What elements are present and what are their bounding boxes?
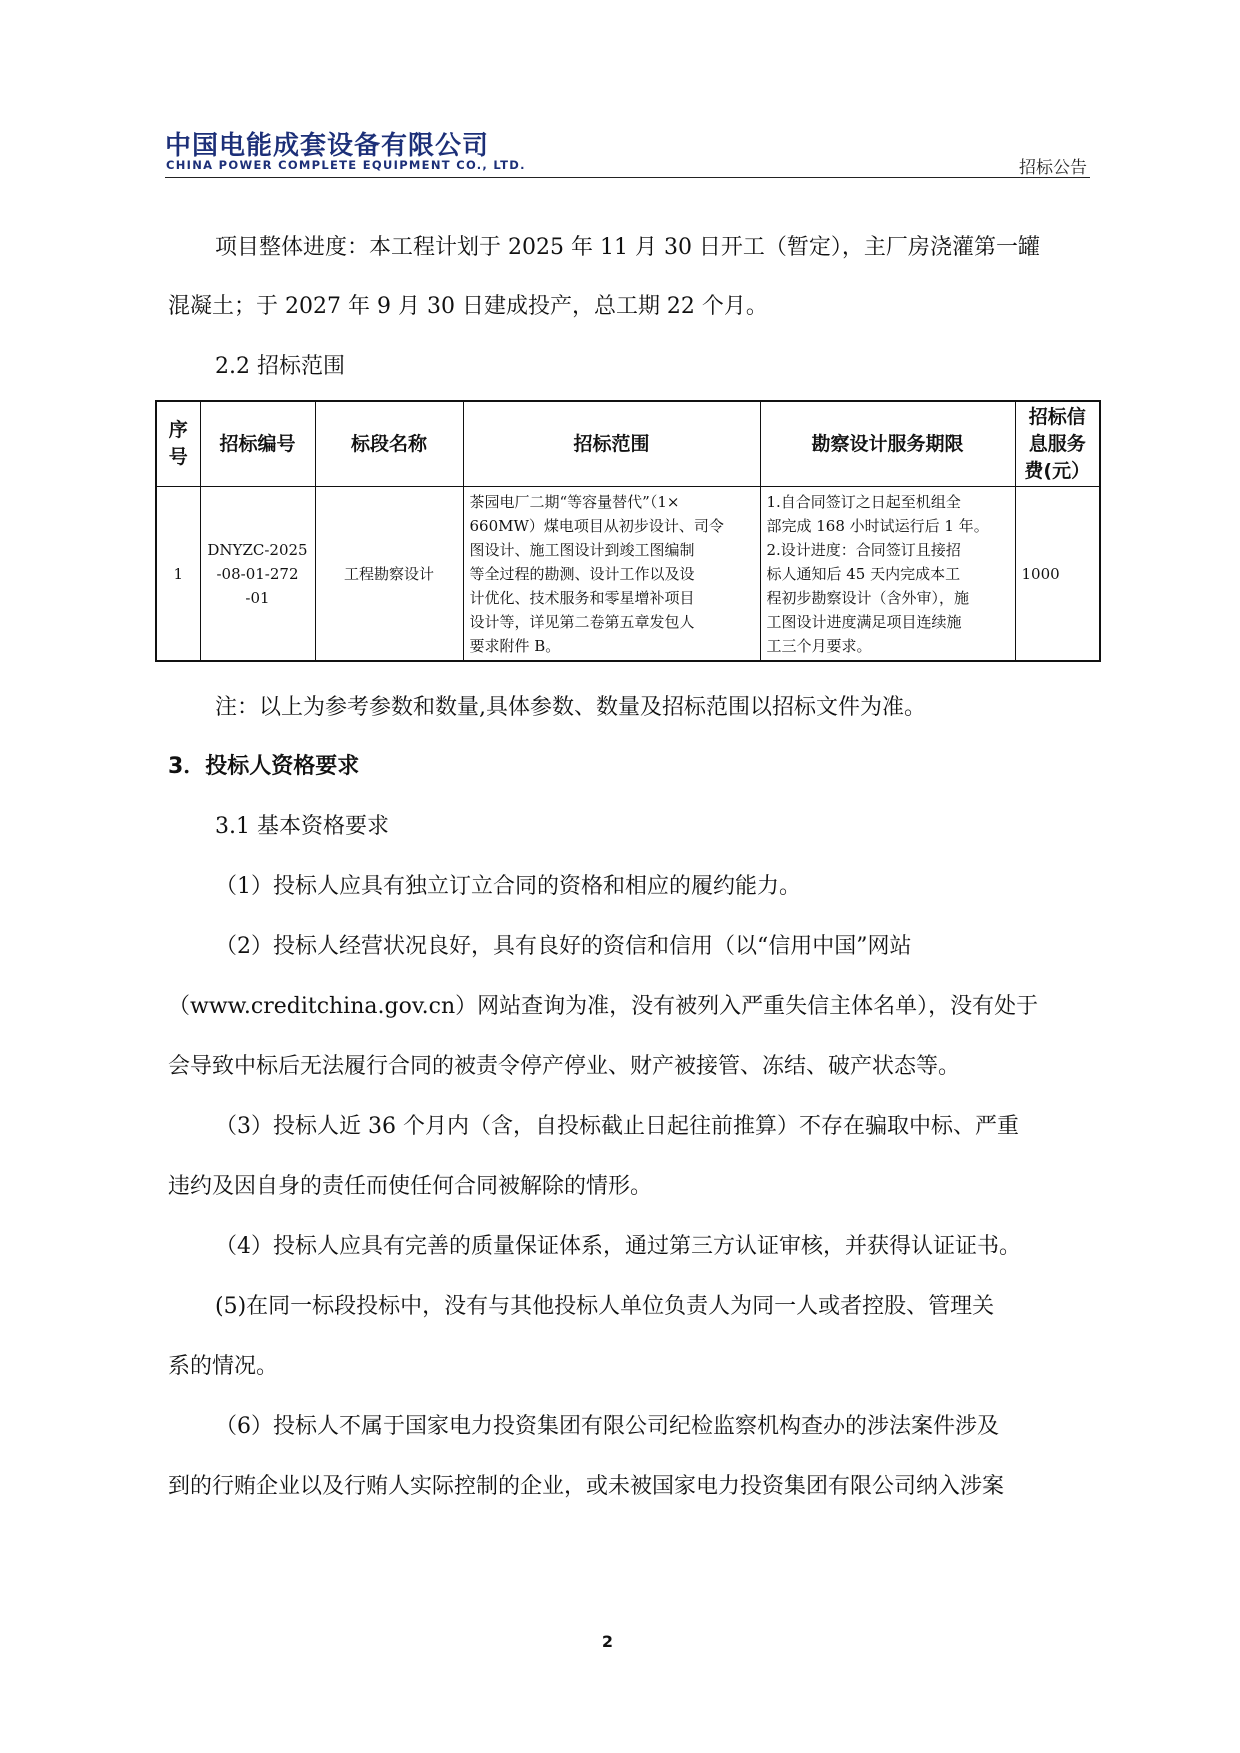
table-row (156, 487, 1100, 662)
requirement-4: （4）投标人应具有完善的质量保证体系，通过第三方认证审核，并获得认证证书。 (215, 1234, 1021, 1259)
table-note: 注：以上为参考参数和数量,具体参数、数量及招标范围以招标文件为准。 (215, 695, 926, 720)
requirement-3-line-1: （3）投标人近 36 个月内（含，自投标截止日起往前推算）不存在骗取中标、严重 (215, 1114, 1019, 1139)
cell-scope: 茶园电厂二期“等容量替代”（1× 660MW）煤电项目从初步设计、司令 图设计、施工图设计到竣工图编制 等全过程的勘测、设计工作以及设 计优化、技术服务和零星增补项目 设计等，详见第二卷第五章发包人 要求附件 B。 (463, 487, 760, 662)
header-service-period: 勘察设计服务期限 (760, 401, 1015, 487)
requirement-2-line-3: 会导致中标后无法履行合同的被责令停产停业、财产被接管、冻结、破产状态等。 (168, 1054, 961, 1079)
progress-line-1: 项目整体进度：本工程计划于 2025 年 11 月 30 日开工（暂定），主厂房浇灌第一罐 (215, 235, 1040, 260)
header-scope: 招标范围 (463, 401, 760, 487)
section-3-title: 3．投标人资格要求 (168, 754, 360, 779)
company-logo-en: CHINA POWER COMPLETE EQUIPMENT CO., LTD. (166, 158, 526, 172)
header-lot-name: 标段名称 (315, 401, 463, 487)
header-service-fee: 招标信 息服务 费(元） (1015, 401, 1100, 487)
requirement-2-line-2: （www.creditchina.gov.cn）网站查询为准，没有被列入严重失信主体名单），没有处于 (168, 994, 1039, 1019)
cell-service-fee: 1000 (1015, 487, 1100, 662)
requirement-1: （1）投标人应具有独立订立合同的资格和相应的履约能力。 (215, 874, 801, 899)
cell-seq: 1 (156, 487, 200, 662)
bid-scope-table (155, 400, 1101, 662)
requirement-2-line-1: （2）投标人经营状况良好，具有良好的资信和信用（以“信用中国”网站 (215, 934, 912, 959)
requirement-6-line-2: 到的行贿企业以及行贿人实际控制的企业，或未被国家电力投资集团有限公司纳入涉案 (168, 1474, 1005, 1499)
requirement-5-line-2: 系的情况。 (168, 1354, 279, 1379)
requirement-6-line-1: （6）投标人不属于国家电力投资集团有限公司纪检监察机构查办的涉法案件涉及 (215, 1414, 999, 1439)
header-bid-code: 招标编号 (200, 401, 315, 487)
page-number: 2 (601, 1632, 614, 1651)
company-logo-cn: 中国电能成套设备有限公司 (165, 131, 490, 161)
progress-line-2: 混凝土；于 2027 年 9 月 30 日建成投产，总工期 22 个月。 (168, 294, 768, 319)
section-2-2-title: 2.2 招标范围 (215, 354, 345, 379)
section-3-1-title: 3.1 基本资格要求 (215, 814, 389, 839)
requirement-5-line-1: (5)在同一标段投标中，没有与其他投标人单位负责人为同一人或者控股、管理关 (215, 1294, 995, 1319)
cell-service-period: 1.自合同签订之日起至机组全 部完成 168 小时试运行后 1 年。 2.设计进度：合同签订且接招 标人通知后 45 天内完成本工 程初步勘察设计（含外审），施 工图设计进度满足项目连续施 工三个月要求。 (760, 487, 1015, 662)
page-header (165, 125, 1090, 178)
requirement-3-line-2: 违约及因自身的责任而使任何合同被解除的情形。 (168, 1174, 653, 1199)
cell-lot-name: 工程勘察设计 (315, 487, 463, 662)
cell-bid-code: DNYZC-2025 -08-01-272 -01 (200, 487, 315, 662)
header-seq: 序 号 (156, 401, 200, 487)
table-header-row (156, 401, 1100, 487)
document-type-label: 招标公告 (1019, 158, 1087, 178)
